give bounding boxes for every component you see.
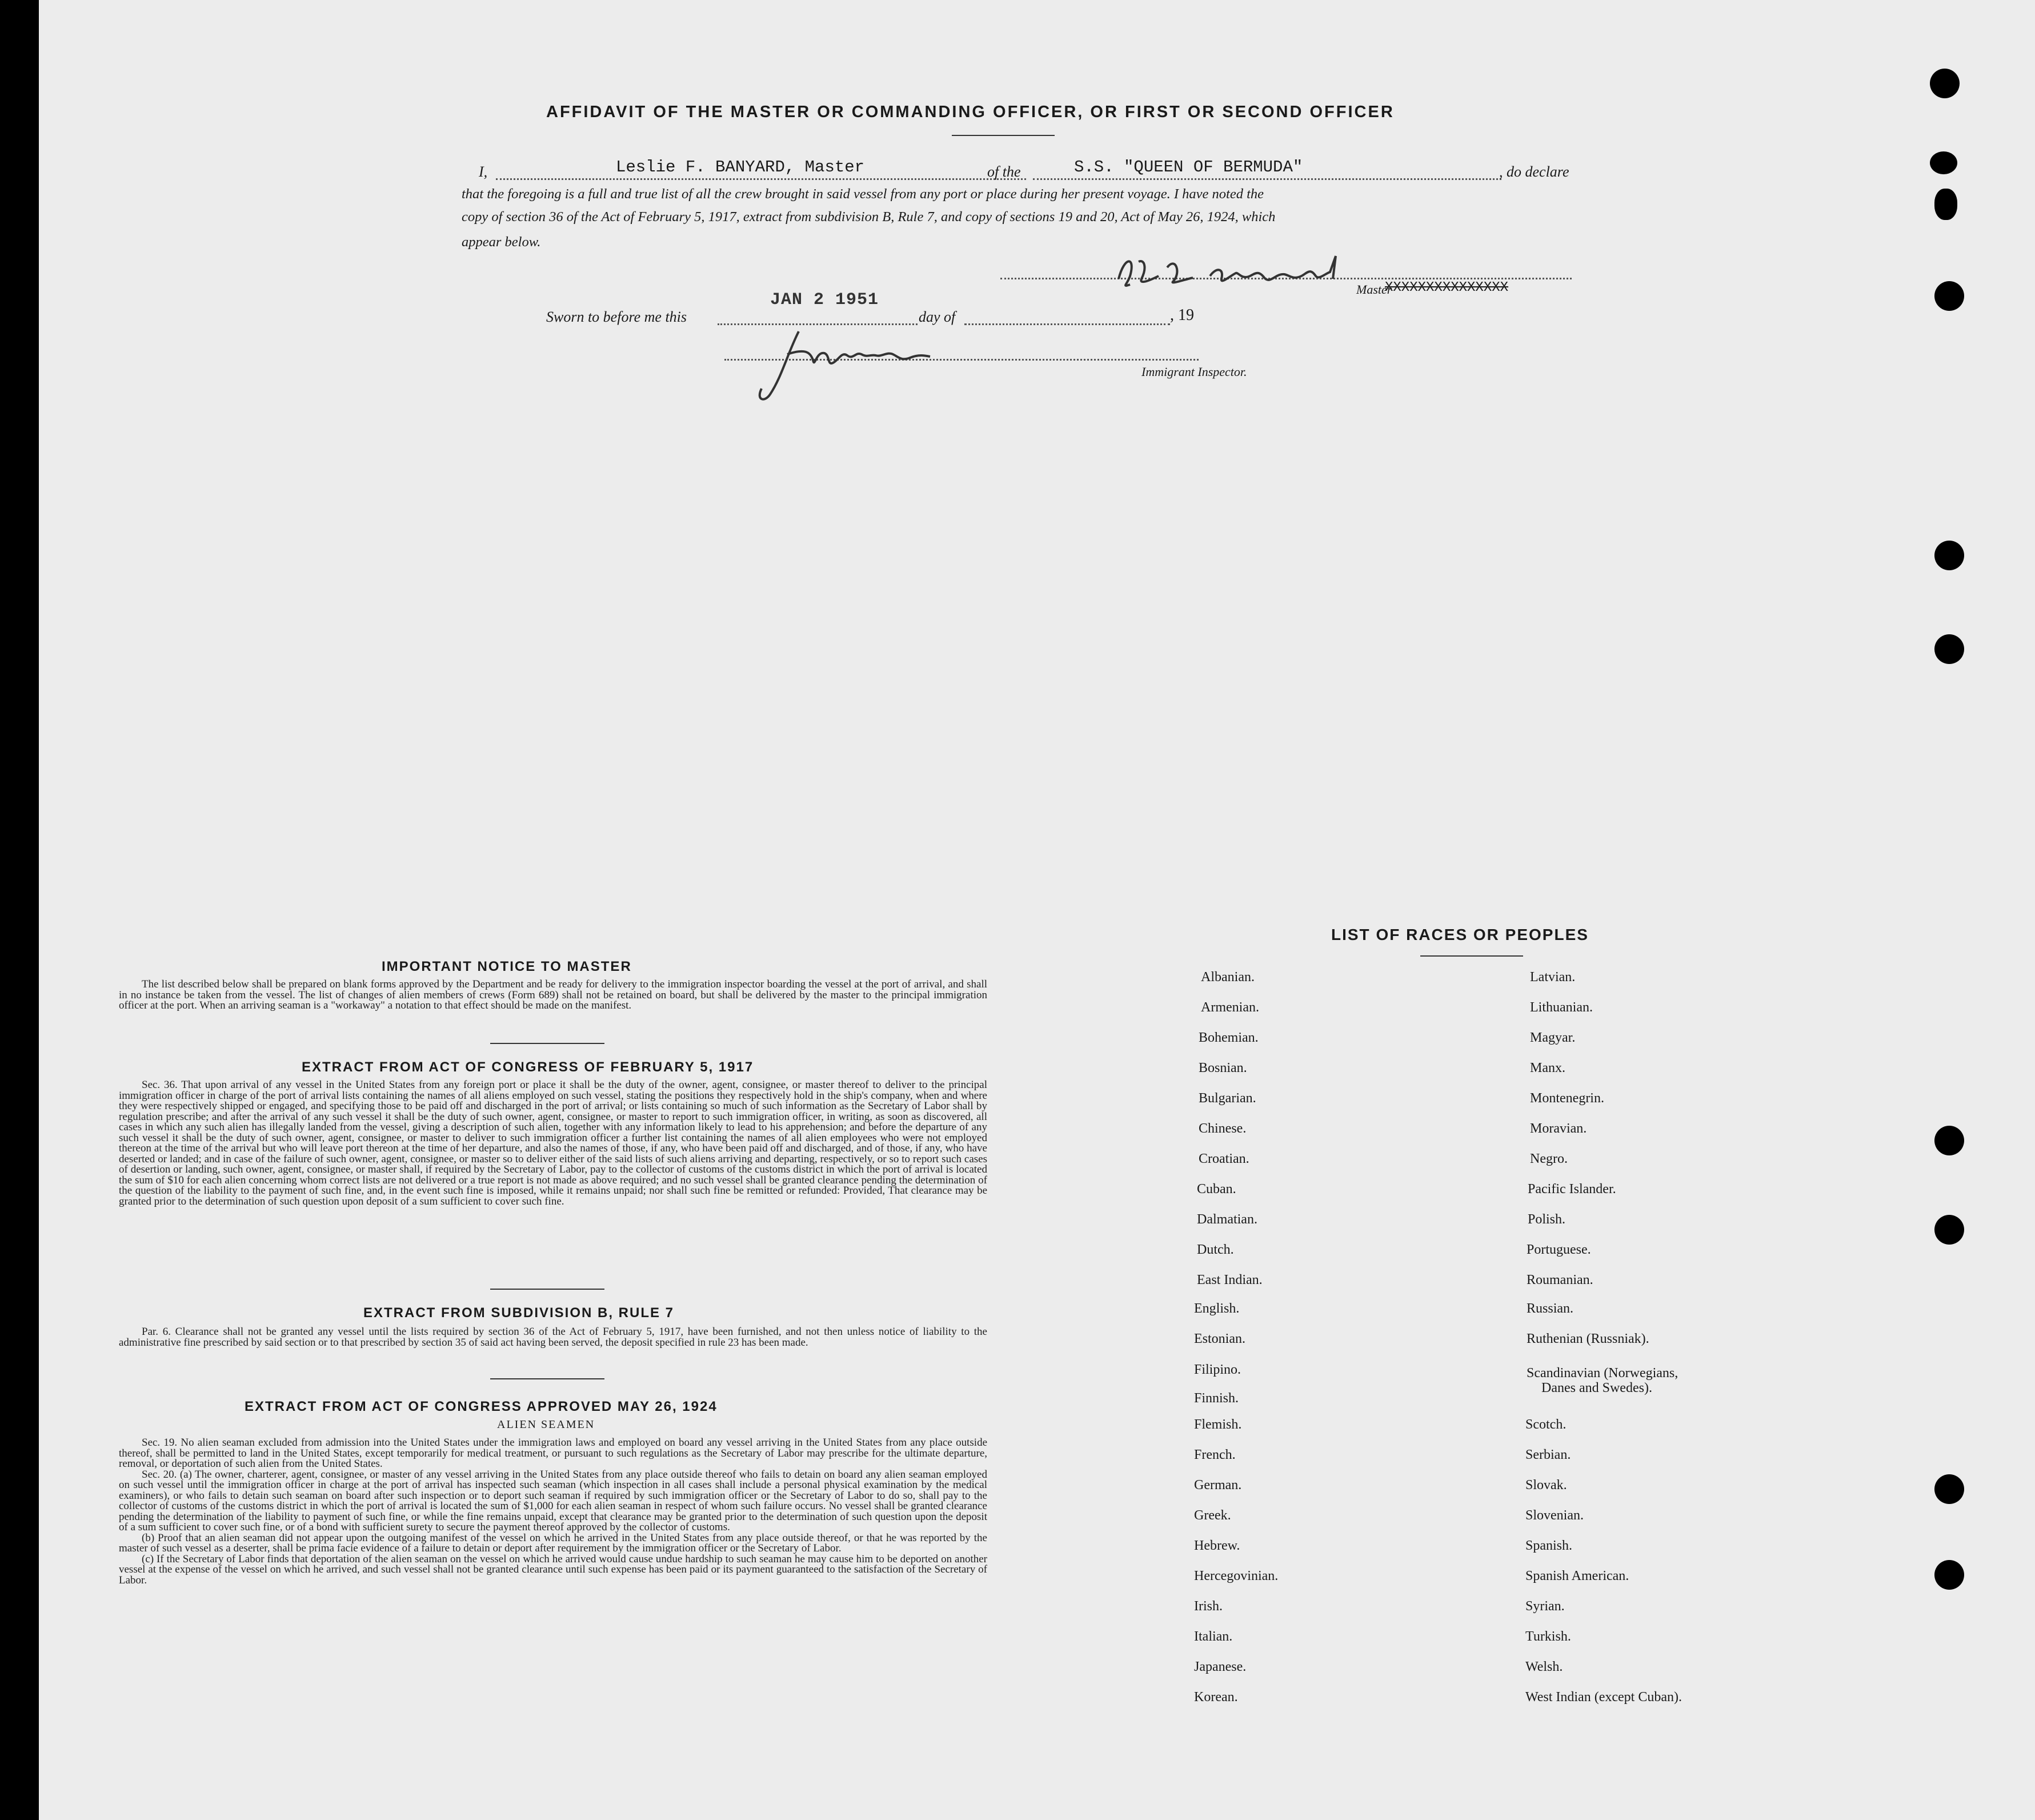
affidavit-body-line-1: that the foregoing is a full and true list of all the crew brought in said vessel from any port or place during her present voyage. I have noted the — [462, 186, 1264, 202]
race-item: Manx. — [1530, 1061, 1565, 1075]
race-item: Lithuanian. — [1530, 1000, 1593, 1015]
document-page — [39, 0, 2035, 1820]
race-item: Spanish. — [1525, 1538, 1573, 1553]
race-item: Bulgarian. — [1199, 1091, 1256, 1106]
punch-hole — [1934, 1126, 1964, 1155]
punch-hole — [1934, 189, 1957, 220]
sworn-prefix: Sworn to before me this — [546, 309, 687, 325]
extract1-text: Sec. 36. That upon arrival of any vessel in the United States from any foreign port or place it shall be the duty of the owner, agent, consignee, or master thereof to deliver to the principal immigration officer in charge of the port of arrival lists containing the names of all aliens employed on such vessel, stating the positions they respectively hold in the ship's company, when and where they were respectively shipped or engaged, and specifying those to be paid off and discharged in the port of arrival; or lists containing so much of such information as the Secretary of Labor shall by regulation prescribe; and after the arrival of any such vessel it shall be the duty of such owner, agent, consignee, or master to report to such immigration officer, in writing, as soon as discovered, all cases in which any such alien has illegally landed from the vessel, giving a description of such alien, together with any information likely to lead to his apprehension; and before the departure of any such vessel it shall be the duty of such owner, agent, consignee, or master to deliver to such immigration officer a further list containing the names of all alien employees who were not employed thereon at the time of the arrival but who will leave port thereon at the time of her departure, and also the names of those, if any, who have been paid off and discharged, and of those, if any, who have deserted or landed; and in case of the failure of such owner, agent, consignee, or master so to deliver either of the said lists of such aliens arriving and departing, respectively, or so to report such cases of desertion or landing, such owner, agent, consignee, or master shall, if required by the Secretary of Labor, pay to the collector of customs of the customs district in which the port of arrival is located the sum of $10 for each alien concerning whom correct lists are not delivered or a true report is not made as above required; and no such vessel shall be granted clearance pending the determination of the question of the liability to the payment of such fine, and, in the event such fine is imposed, while it remains unpaid; nor shall such fine be remitted or refunded: Provided, That clearance may be granted prior to the determination of such question upon deposit of a sum sufficient to cover such fine. — [119, 1079, 987, 1207]
race-item: East Indian. — [1197, 1273, 1263, 1287]
race-item: Negro. — [1530, 1151, 1568, 1166]
extract2-title: EXTRACT FROM SUBDIVISION B, RULE 7 — [363, 1305, 675, 1321]
master-signature — [1113, 245, 1387, 307]
race-item: Turkish. — [1525, 1629, 1571, 1644]
inspector-signature — [747, 320, 1004, 411]
day-of-label: day of — [919, 309, 956, 325]
race-item: Serbian. — [1525, 1447, 1571, 1462]
punch-hole — [1930, 151, 1957, 174]
extract1-title: EXTRACT FROM ACT OF CONGRESS OF FEBRUARY 5, 1917 — [302, 1059, 754, 1075]
race-item: Syrian. — [1525, 1599, 1565, 1614]
master-label: Master — [1356, 282, 1392, 297]
race-item: Magyar. — [1530, 1030, 1576, 1045]
of-the-label: of the — [987, 163, 1021, 180]
affidavit-body-line-2: copy of section 36 of the Act of February 5, 1917, extract from subdivision B, Rule 7, and copy of sections 19 and 20, Act of May 26, 1924, which — [462, 209, 1276, 225]
extract3-title: EXTRACT FROM ACT OF CONGRESS APPROVED MAY 26, 1924 — [245, 1399, 718, 1414]
notice-title: IMPORTANT NOTICE TO MASTER — [382, 959, 632, 974]
punch-hole — [1934, 1560, 1964, 1590]
punch-hole — [1934, 634, 1964, 664]
race-item: Korean. — [1194, 1690, 1238, 1705]
race-item: Croatian. — [1199, 1151, 1249, 1166]
do-declare-label: , do declare — [1499, 163, 1569, 180]
extract1-text-block — [119, 1080, 987, 1207]
race-item: English. — [1194, 1301, 1240, 1316]
race-item: Armenian. — [1201, 1000, 1259, 1015]
punch-hole — [1934, 1474, 1964, 1504]
race-item: Japanese. — [1194, 1659, 1247, 1674]
race-item: Spanish American. — [1525, 1569, 1629, 1583]
race-item: Ruthenian (Russniak). — [1527, 1331, 1649, 1346]
extract3-sec19: Sec. 19. No alien seaman excluded from admission into the United States under the immigration laws and employed on board any vessel arriving in the United States from any place outside thereof, shall be permitted to land in the United States, except temporarily for medical treatment, or pursuant to such regulations as the Secretary of Labor may prescribe for the ultimate departure, removal, or deportation of such alien from the United States. — [119, 1437, 987, 1470]
race-item: Montenegrin. — [1530, 1091, 1604, 1106]
race-item: Roumanian. — [1527, 1273, 1593, 1287]
race-item: Slovenian. — [1525, 1508, 1584, 1523]
race-item: Scandinavian (Norwegians, — [1527, 1366, 1679, 1381]
stamp-date: JAN 2 1951 — [770, 290, 879, 310]
extract2-text-block — [119, 1327, 987, 1348]
master-struck-text: XXXXXXXXXXXXXXX — [1385, 280, 1509, 295]
affidavit-body-line-3: appear below. — [462, 234, 541, 250]
inspector-label: Immigrant Inspector. — [1141, 365, 1247, 379]
extract3-sec20b: (b) Proof that an alien seaman did not appear upon the outgoing manifest of the vessel on which he arrived in the United States from any place outside thereof, or that he was reported by the master of such vessel as a deserter, shall be prima facie evidence of a failure to detain or deport after requirement by the immigration officer or the Secretary of Labor. — [119, 1531, 987, 1554]
year-prefix: , 19 — [1170, 306, 1194, 324]
race-item: Russian. — [1527, 1301, 1574, 1316]
extract3-subtitle: ALIEN SEAMEN — [497, 1418, 595, 1431]
race-item: Hercegovinian. — [1194, 1569, 1279, 1583]
race-item: Greek. — [1194, 1508, 1231, 1523]
extract3-sec20a: Sec. 20. (a) The owner, charterer, agent, consignee, or master of any vessel arriving in the United States from any place outside thereof who fails to detain on board any alien seaman employed on such vessel until the immigration officer in charge at the port of arrival has inspected such seaman (which inspection in all cases shall include a personal physical examination by the medical examiners), or who fails to detain such seaman on board after such inspection or to deport such seaman if required by such immigration officer or the Secretary of Labor to do so, shall pay to the collector of customs of the customs district in which the port of arrival is located the sum of $1,000 for each alien seaman in respect of whom such failure occurs. No vessel shall be granted clearance pending the determination of the liability to payment of such fine, or while the fine remains unpaid, except that clearance may be granted prior to the determination of such question upon the deposit of a sum sufficient to cover such fine, or of a bond with sufficient surety to secure the payment thereof approved by the collector of customs. — [119, 1468, 987, 1533]
race-item: French. — [1194, 1447, 1236, 1462]
extract3-sec20c: (c) If the Secretary of Labor finds that deportation of the alien seaman on the vessel on which he arrived would cause undue hardship to such seaman he may cause him to be deported on another vessel at the expense of the vessel on which he arrived, and such vessel shall not be granted clearance until such expense has been paid or its payment guaranteed to the satisfaction of the Secretary of Labor. — [119, 1553, 987, 1586]
vessel-line — [1033, 178, 1501, 180]
punch-hole — [1934, 281, 1964, 311]
race-item: Portuguese. — [1527, 1242, 1591, 1257]
race-item: Italian. — [1194, 1629, 1233, 1644]
declare-prefix: I, — [479, 163, 488, 180]
affidavit-title: AFFIDAVIT OF THE MASTER OR COMMANDING OFFICER, OR FIRST OR SECOND OFFICER — [546, 103, 1395, 121]
race-item: Bohemian. — [1199, 1030, 1259, 1045]
race-item: Pacific Islander. — [1528, 1182, 1616, 1197]
race-item: Polish. — [1528, 1212, 1566, 1227]
extract2-text: Par. 6. Clearance shall not be granted any vessel until the lists required by section 36 of the Act of February 5, 1917, have been furnished, and not then unless notice of liability to the administrative fine prescribed by said section or to that prescribed by section 35 of said act having been served, the deposit specified in rule 23 has been made. — [119, 1326, 987, 1349]
races-title: LIST OF RACES OR PEOPLES — [1331, 926, 1589, 943]
divider — [490, 1043, 604, 1044]
vessel-field: S.S. "QUEEN OF BERMUDA" — [1074, 158, 1303, 177]
race-item: Scotch. — [1525, 1417, 1567, 1432]
notice-text: The list described below shall be prepared on blank forms approved by the Department and be ready for delivery to the immigration inspector boarding the vessel at the port of arrival, and shall in no instance be taken from the vessel. The list of changes of alien members of crews (Form 689) shall not be retained on board, but shall be delivered by the master to the principal immigration officer at the port. When an arriving seaman is a "workaway" a notation to that effect should be made on the manifest. — [119, 978, 987, 1011]
race-item: Dalmatian. — [1197, 1212, 1257, 1227]
declarant-line — [496, 178, 1026, 180]
race-item: Moravian. — [1530, 1121, 1587, 1136]
race-item: Flemish. — [1194, 1417, 1242, 1432]
punch-hole — [1930, 69, 1960, 98]
race-item: Estonian. — [1194, 1331, 1245, 1346]
race-item: Bosnian. — [1199, 1061, 1247, 1075]
divider — [490, 1289, 604, 1290]
punch-hole — [1934, 541, 1964, 570]
race-item: Irish. — [1194, 1599, 1223, 1614]
race-item: Hebrew. — [1194, 1538, 1240, 1553]
extract3-text-block — [119, 1438, 987, 1586]
race-item: Filipino. — [1194, 1362, 1241, 1377]
declarant-field: Leslie F. BANYARD, Master — [616, 158, 865, 177]
race-item: West Indian (except Cuban). — [1525, 1690, 1682, 1705]
race-item: Welsh. — [1525, 1659, 1563, 1674]
race-item: Chinese. — [1199, 1121, 1247, 1136]
race-item: Dutch. — [1197, 1242, 1234, 1257]
punch-hole — [1934, 1215, 1964, 1245]
race-item: Latvian. — [1530, 970, 1576, 985]
race-item: Cuban. — [1197, 1182, 1236, 1197]
race-item: Slovak. — [1525, 1478, 1567, 1493]
race-item: Finnish. — [1194, 1391, 1239, 1406]
title-underline — [952, 135, 1055, 136]
race-item: German. — [1194, 1478, 1242, 1493]
race-item: Danes and Swedes). — [1541, 1381, 1652, 1395]
divider — [490, 1378, 604, 1379]
race-item: Albanian. — [1201, 970, 1255, 985]
races-title-underline — [1420, 955, 1523, 957]
notice-text-block — [119, 979, 987, 1011]
